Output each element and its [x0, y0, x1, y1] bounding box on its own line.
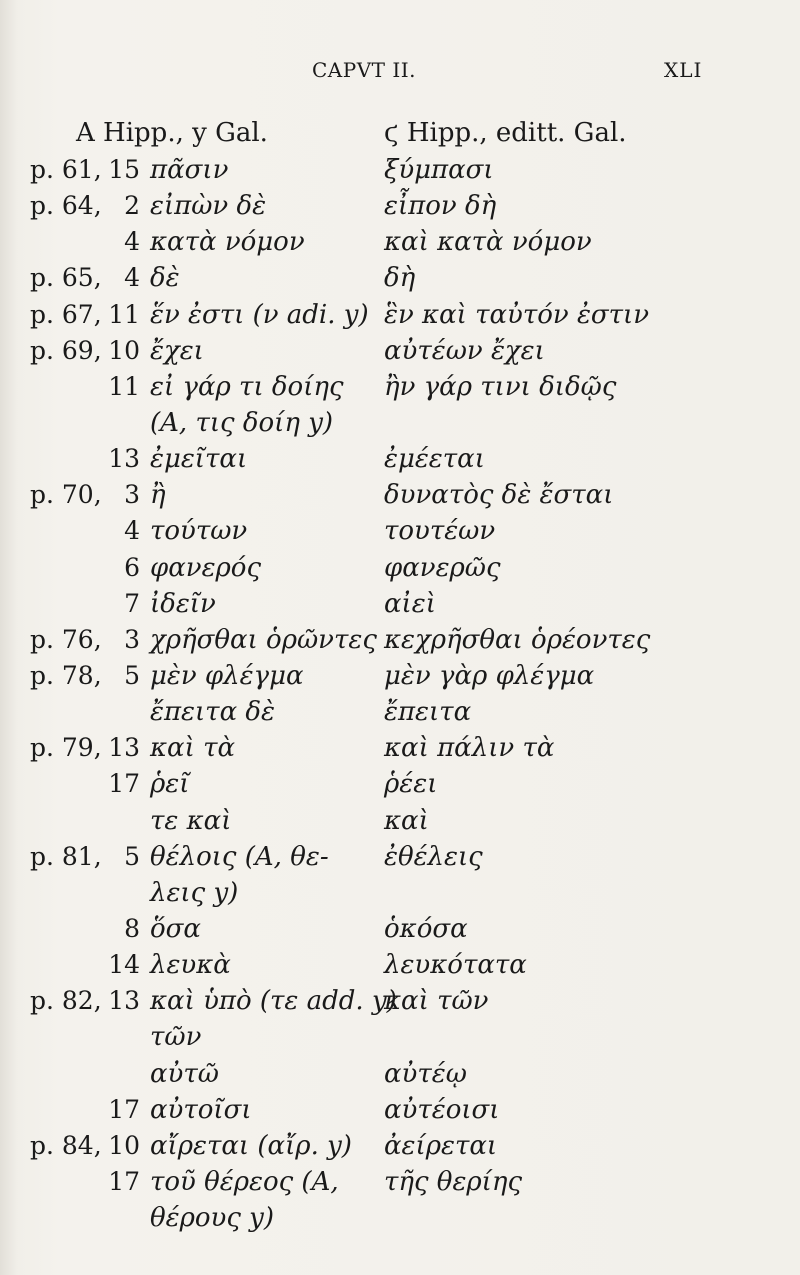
line-number: 8 — [124, 913, 140, 943]
left-reading: ἔχει — [150, 335, 204, 366]
left-reading: δὲ — [150, 263, 180, 294]
variant-row — [0, 766, 800, 802]
page-reference: p. 61, — [30, 155, 102, 184]
left-reading: τούτων — [150, 516, 248, 547]
right-reading: ἢν γάρ τινι διδῷς — [384, 371, 617, 402]
line-number: 3 — [124, 624, 140, 654]
left-reading: τοῦ θέρεος (A, — [150, 1166, 339, 1197]
variant-row — [0, 911, 800, 947]
right-reading: εἶπον δὴ — [384, 191, 497, 222]
page-reference: p. 82, — [30, 986, 102, 1016]
page-reference: p. 84, — [30, 1130, 102, 1160]
left-reading: ἔπειτα δὲ — [150, 697, 275, 728]
right-reading: δὴ — [384, 263, 416, 294]
variant-row — [0, 224, 800, 260]
variant-row — [0, 1019, 800, 1055]
variant-row — [0, 875, 800, 911]
variant-row — [0, 839, 800, 875]
line-number: 15 — [108, 155, 140, 184]
line-number: 13 — [108, 733, 140, 763]
line-number: 13 — [108, 986, 140, 1016]
line-number: 10 — [108, 1130, 140, 1160]
line-number: 13 — [108, 444, 140, 474]
line-number: 6 — [124, 552, 140, 582]
variant-row — [0, 586, 800, 622]
right-reading: ἐμέεται — [384, 444, 485, 475]
left-reading: θέλοις (A, θε- — [150, 841, 329, 872]
line-number: 5 — [124, 660, 140, 690]
page-reference: p. 67, — [30, 299, 102, 329]
right-reading: ἐθέλεις — [384, 841, 483, 872]
line-number: 17 — [108, 1166, 140, 1196]
right-reading: ξύμπασι — [384, 155, 494, 185]
variant-row — [0, 694, 800, 730]
variant-row — [0, 152, 800, 188]
left-reading: ἰδεῖν — [150, 588, 216, 619]
variant-row — [0, 297, 800, 333]
variant-row — [0, 369, 800, 405]
right-reading: καὶ — [384, 805, 429, 836]
line-number: 10 — [108, 335, 140, 365]
running-head-title: CAPVT II. — [312, 58, 417, 82]
right-column-heading: ϛ Hipp., editt. Gal. — [384, 118, 627, 148]
line-number: 5 — [124, 841, 140, 871]
right-reading: καὶ πάλιν τὰ — [384, 733, 555, 764]
variant-row — [0, 260, 800, 296]
page-reference: p. 69, — [30, 335, 102, 365]
line-number: 17 — [108, 1094, 140, 1124]
left-reading: αὐτῶ — [150, 1058, 219, 1089]
right-reading: ὁκόσα — [384, 913, 468, 944]
line-number: 11 — [108, 371, 140, 401]
left-reading: ἢ — [150, 480, 166, 511]
variant-row — [0, 405, 800, 441]
right-reading: τῆς θερίης — [384, 1166, 523, 1197]
variant-row — [0, 1164, 800, 1200]
left-reading: πᾶσιν — [150, 155, 229, 185]
left-reading: χρῆσθαι ὁρῶντες — [150, 624, 377, 655]
variant-row — [0, 730, 800, 766]
page-reference: p. 76, — [30, 624, 102, 654]
page-reference: p. 79, — [30, 733, 102, 763]
right-reading: κεχρῆσθαι ὁρέοντες — [384, 624, 651, 655]
right-reading: ἓν καὶ ταὐτόν ἐστιν — [384, 299, 650, 330]
page-reference: p. 65, — [30, 263, 102, 293]
left-reading: λεις y) — [150, 877, 239, 908]
line-number: 14 — [108, 950, 140, 980]
variant-readings-list — [0, 152, 800, 1236]
variant-row — [0, 550, 800, 586]
right-reading: τουτέων — [384, 516, 496, 547]
line-number: 4 — [124, 263, 140, 293]
line-number: 7 — [124, 588, 140, 618]
left-reading: (A, τις δοίη y) — [150, 407, 334, 438]
left-reading: αὐτοῖσι — [150, 1094, 252, 1125]
left-reading: λευκὰ — [150, 950, 231, 981]
left-reading: εἰπὼν δὲ — [150, 191, 267, 222]
variant-row — [0, 658, 800, 694]
right-reading: αἰεὶ — [384, 588, 436, 619]
right-reading: ἀείρεται — [384, 1130, 498, 1161]
variant-row — [0, 803, 800, 839]
left-reading: μὲν φλέγμα — [150, 660, 304, 691]
right-reading: καὶ τῶν — [384, 986, 489, 1017]
variant-row — [0, 1092, 800, 1128]
variant-row — [0, 1128, 800, 1164]
variant-row — [0, 441, 800, 477]
right-reading: αὐτέῳ — [384, 1058, 467, 1089]
right-reading: ῥέει — [384, 769, 438, 800]
left-reading: κατὰ νόμον — [150, 227, 305, 258]
right-reading: δυνατὸς δὲ ἔσται — [384, 480, 614, 511]
left-reading: αἴρεται (αἴρ. y) — [150, 1130, 352, 1161]
variant-row — [0, 477, 800, 513]
left-reading: ἐμεῖται — [150, 444, 248, 475]
page-reference: p. 78, — [30, 660, 102, 690]
variant-row — [0, 1056, 800, 1092]
variant-row — [0, 947, 800, 983]
right-reading: φανερῶς — [384, 552, 501, 583]
variant-row — [0, 622, 800, 658]
left-reading: ὅσα — [150, 913, 201, 944]
line-number: 11 — [108, 299, 140, 329]
left-reading: τῶν — [150, 1022, 202, 1053]
left-reading: φανερός — [150, 552, 262, 583]
variant-row — [0, 333, 800, 369]
right-reading: αὐτέων ἔχει — [384, 335, 545, 366]
right-reading: αὐτέοισι — [384, 1094, 500, 1125]
variant-row — [0, 1200, 800, 1236]
left-reading: ῥεῖ — [150, 769, 190, 800]
line-number: 2 — [124, 191, 140, 221]
left-reading: καὶ τὰ — [150, 733, 236, 764]
left-reading: θέρους y) — [150, 1203, 275, 1234]
left-reading: τε καὶ — [150, 805, 232, 836]
page-reference: p. 70, — [30, 480, 102, 510]
running-head — [0, 58, 800, 92]
page-reference: p. 64, — [30, 191, 102, 221]
line-number: 17 — [108, 769, 140, 799]
page-number: XLI — [664, 58, 703, 82]
right-reading: λευκότατα — [384, 950, 527, 981]
left-reading: καὶ ὑπὸ (τε add. y) — [150, 986, 397, 1017]
variant-row — [0, 513, 800, 549]
page-reference: p. 81, — [30, 841, 102, 871]
left-reading: εἰ γάρ τι δοίης — [150, 371, 344, 402]
variant-row — [0, 983, 800, 1019]
line-number: 3 — [124, 480, 140, 510]
right-reading: καὶ κατὰ νόμον — [384, 227, 592, 258]
line-number: 4 — [124, 227, 140, 257]
right-reading: ἔπειτα — [384, 697, 472, 728]
line-number: 4 — [124, 516, 140, 546]
right-reading: μὲν γὰρ φλέγμα — [384, 660, 595, 691]
variant-row — [0, 188, 800, 224]
left-column-heading: A Hipp., y Gal. — [76, 118, 268, 148]
left-reading: ἕν ἐστι (ν adi. y) — [150, 299, 369, 330]
